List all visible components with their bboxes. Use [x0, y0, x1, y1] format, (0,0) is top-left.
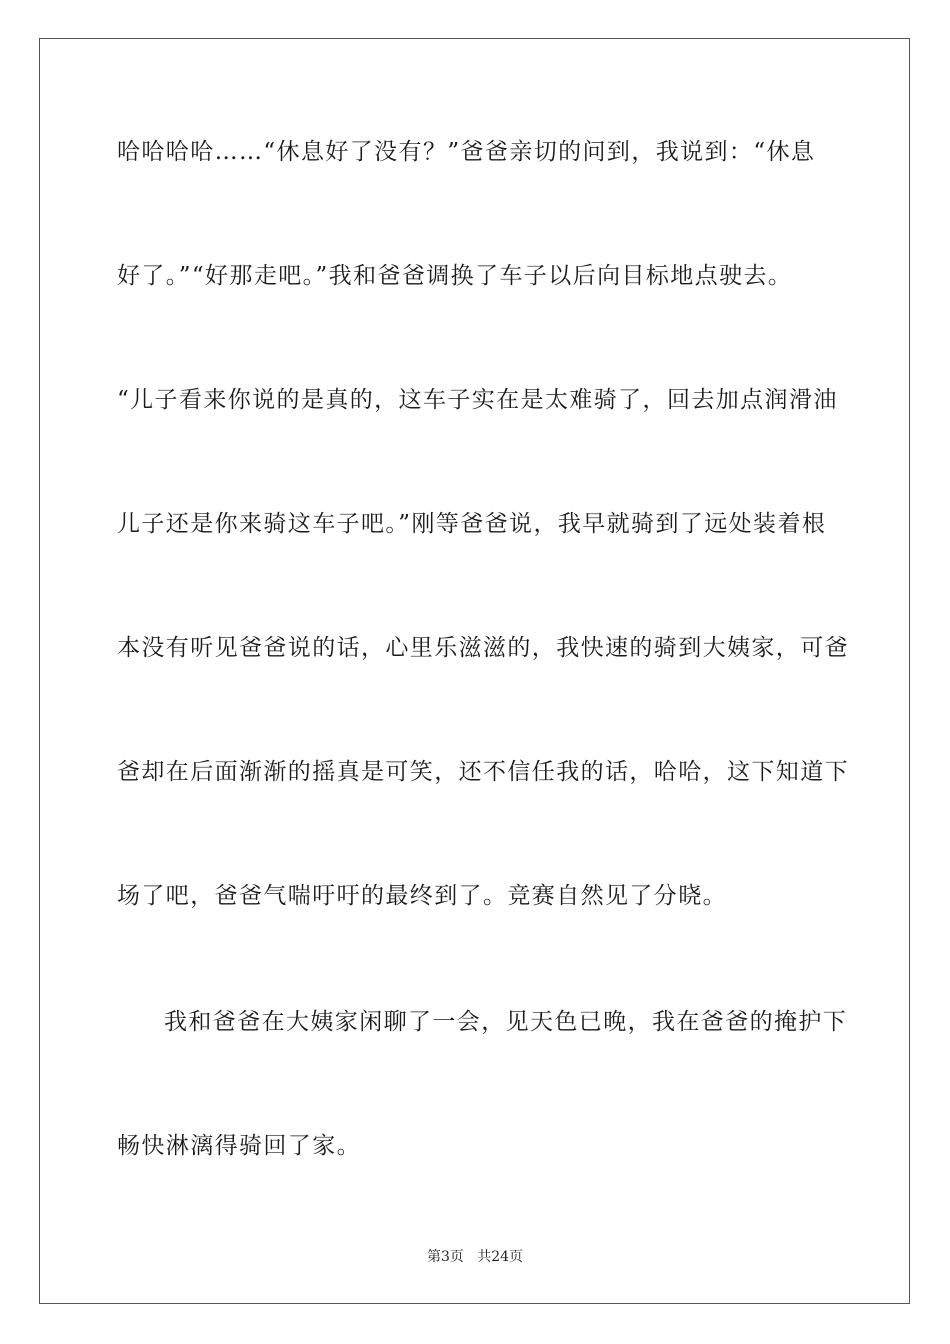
- body-text-line-9: 畅快淋漓得骑回了家。: [117, 1133, 361, 1159]
- body-text-line-6: 爸却在后面渐渐的摇真是可笑，还不信任我的话，哈哈，这下知道下: [117, 759, 849, 785]
- body-text-line-5: 本没有听见爸爸说的话，心里乐滋滋的，我快速的骑到大姨家，可爸: [117, 635, 849, 661]
- body-text-line-7: 场了吧，爸爸气喘吁吁的最终到了。竞赛自然见了分晓。: [117, 883, 727, 909]
- body-text-line-4: 儿子还是你来骑这车子吧。”刚等爸爸说，我早就骑到了远处装着根: [117, 511, 827, 537]
- body-text-line-2: 好了。”“好那走吧。”我和爸爸调换了车子以后向目标地点驶去。: [117, 263, 793, 289]
- body-text-line-8: 我和爸爸在大姨家闲聊了一会，见天色已晚，我在爸爸的掩护下: [164, 1009, 848, 1035]
- body-text-line-3: “儿子看来你说的是真的，这车子实在是太难骑了，回去加点润滑油: [117, 387, 838, 413]
- page-number-footer: 第3页 共24页: [426, 1249, 524, 1265]
- body-text-line-1: 哈哈哈哈……“休息好了没有？”爸爸亲切的问到，我说到：“休息: [117, 139, 816, 165]
- page-border: [39, 38, 910, 1304]
